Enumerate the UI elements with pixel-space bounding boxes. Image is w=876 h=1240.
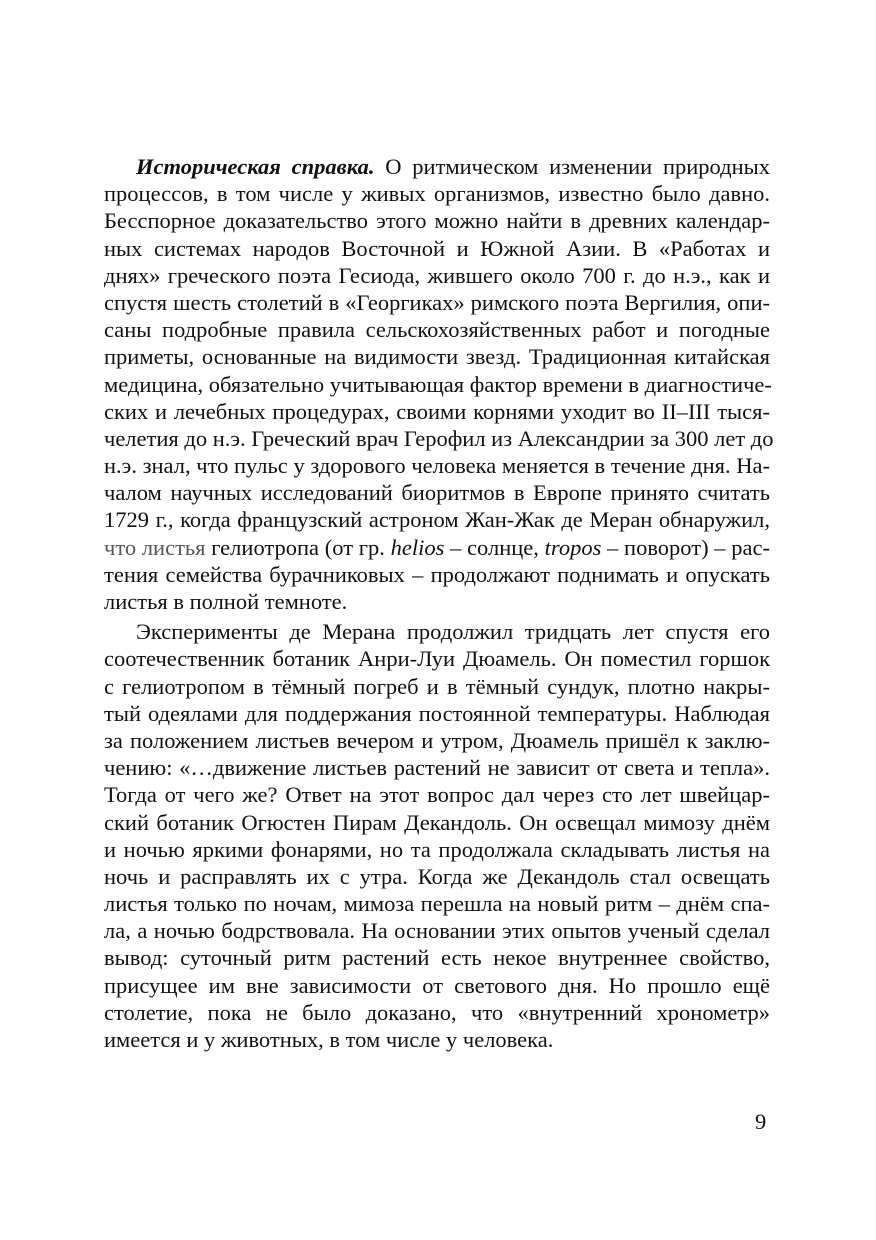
text-line: саны подробные правила сельскохозяйственных работ и погодные bbox=[104, 317, 770, 343]
text-line: листья только по ночам, мимоза перешла на новый ритм – днём спа- bbox=[104, 891, 770, 917]
text-line: н.э. знал, что пульс у здорового человека меняется в течение дня. На- bbox=[104, 453, 770, 479]
text-line: с гелиотропом в тёмный погреб и в тёмный сундук, плотно накры- bbox=[104, 673, 770, 699]
text-line: Тогда от чего же? Ответ на этот вопрос дал через сто лет швейцар- bbox=[104, 782, 770, 808]
page-number: 9 bbox=[755, 1109, 767, 1134]
text-line: Историческая справка. О ритмическом изменении природных bbox=[136, 154, 770, 179]
text-line: и ночью яркими фонарями, но та продолжала складывать листья на bbox=[104, 836, 770, 862]
text-line: тый одеялами для поддержания постоянной температуры. Наблюдая bbox=[104, 700, 770, 726]
text-line: чению: «…движение листьев растений не зависит от света и тепла». bbox=[104, 755, 770, 781]
paragraph-historical-note bbox=[104, 153, 774, 615]
text-line: за положением листьев вечером и утром, Дюамель пришёл к заклю- bbox=[104, 727, 770, 753]
text-line: Бесспорное доказательство этого можно найти в древних календар- bbox=[104, 208, 770, 234]
text-line: спустя шесть столетий в «Георгиках» римского поэта Вергилия, опи- bbox=[104, 289, 770, 315]
text-line: днях» греческого поэта Гесиода, жившего около 700 г. до н.э., как и bbox=[104, 262, 770, 288]
text-line: чалом научных исследований биоритмов в Европе принято считать bbox=[104, 480, 770, 506]
text-line: имеется и у животных, в том числе у человека. bbox=[104, 1027, 554, 1052]
paragraph-experiments bbox=[104, 618, 770, 1053]
text-line: медицина, обязательно учитывающая фактор времени в диагностиче- bbox=[104, 371, 772, 397]
page-body bbox=[104, 153, 774, 1053]
text-line: ных системах народов Восточной и Южной Азии. В «Работах и bbox=[104, 235, 770, 261]
latin-term: helios bbox=[390, 534, 445, 560]
section-heading: Историческая справка. bbox=[136, 154, 375, 179]
text-line: челетия до н.э. Греческий врач Герофил из Александрии за 300 лет до bbox=[104, 425, 774, 451]
text-line: что листья гелиотропа (от гр. helios – солнце, tropos – поворот) – рас- bbox=[104, 534, 770, 560]
text-line: ла, а ночью бодрствовала. На основании этих опытов ученый сделал bbox=[104, 918, 770, 944]
text-line: столетие, пока не было доказано, что «внутренний хронометр» bbox=[104, 999, 770, 1025]
text-line: тения семейства бурачниковых – продолжают поднимать и опускать bbox=[104, 561, 770, 587]
text-line: ских и лечебных процедурах, своими корнями уходит во II–III тыся- bbox=[104, 398, 770, 424]
text-line: ночь и расправлять их с утра. Когда же Декандоль стал освещать bbox=[104, 863, 770, 889]
text-line: 1729 г., когда французский астроном Жан-Жак де Меран обнаружил, bbox=[104, 507, 770, 533]
latin-term: tropos bbox=[544, 534, 602, 560]
text-line: присущее им вне зависимости от светового дня. Но прошло ещё bbox=[104, 972, 770, 998]
text-line: соотечественник ботаник Анри-Луи Дюамель. Он поместил горшок bbox=[104, 646, 770, 672]
text-line: приметы, основанные на видимости звезд. Традиционная китайская bbox=[104, 344, 770, 370]
text-line: процессов, в том числе у живых организмов, известно было давно. bbox=[104, 181, 770, 207]
text-line: вывод: суточный ритм растений есть некое внутреннее свойство, bbox=[104, 945, 770, 971]
text-line: листья в полной темноте. bbox=[104, 589, 348, 614]
text-line: Эксперименты де Мерана продолжил тридцать лет спустя его bbox=[136, 619, 770, 645]
text-line: ский ботаник Огюстен Пирам Декандоль. Он освещал мимозу днём bbox=[104, 809, 770, 835]
